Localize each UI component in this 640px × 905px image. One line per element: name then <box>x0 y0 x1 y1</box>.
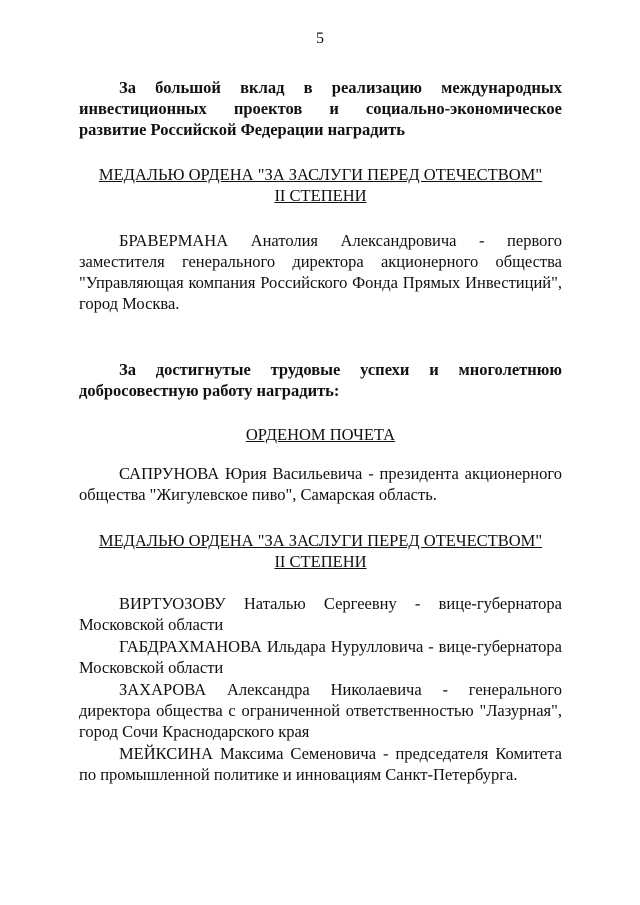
award-heading-medal <box>79 530 562 572</box>
recipient-paragraph: ЗАХАРОВА Александра Николаевича - генерального директора общества с ограниченной ответственностью "Лазурная", город Сочи Краснодарского края <box>79 680 562 741</box>
recipient-paragraph: ВИРТУОЗОВУ Наталью Сергеевну - вице-губернатора Московской области <box>79 594 562 634</box>
award-heading-medal <box>79 164 562 206</box>
award-heading-degree: II СТЕПЕНИ <box>274 552 367 571</box>
award-heading-line: ОРДЕНОМ ПОЧЕТА <box>245 425 396 444</box>
award-intro-paragraph: За достигнутые трудовые успехи и многолетнюю добросовестную работу наградить: <box>79 360 562 400</box>
recipient-paragraph: ГАБДРАХМАНОВА Ильдара Нурулловича - вице-губернатора Московской области <box>79 637 562 677</box>
page-number: 5 <box>316 30 324 47</box>
award-heading-order <box>79 424 562 445</box>
award-intro-paragraph: За большой вклад в реализацию международных инвестиционных проектов и социально-экономическое развитие Российской Федерации наградить <box>79 78 562 139</box>
award-heading-degree: II СТЕПЕНИ <box>274 186 367 205</box>
award-heading-line: МЕДАЛЬЮ ОРДЕНА "ЗА ЗАСЛУГИ ПЕРЕД ОТЕЧЕСТВОМ" <box>98 531 543 550</box>
recipient-paragraph: САПРУНОВА Юрия Васильевича - президента акционерного общества "Жигулевское пиво", Самарская область. <box>79 464 562 504</box>
recipient-paragraph: БРАВЕРМАНА Анатолия Александровича - первого заместителя генерального директора акционерного общества "Управляющая компания Российского Фонда Прямых Инвестиций", город Москва. <box>79 231 562 313</box>
recipient-paragraph: МЕЙКСИНА Максима Семеновича - председателя Комитета по промышленной политике и инновациям Санкт-Петербурга. <box>79 744 562 784</box>
award-heading-line: МЕДАЛЬЮ ОРДЕНА "ЗА ЗАСЛУГИ ПЕРЕД ОТЕЧЕСТВОМ" <box>98 165 543 184</box>
